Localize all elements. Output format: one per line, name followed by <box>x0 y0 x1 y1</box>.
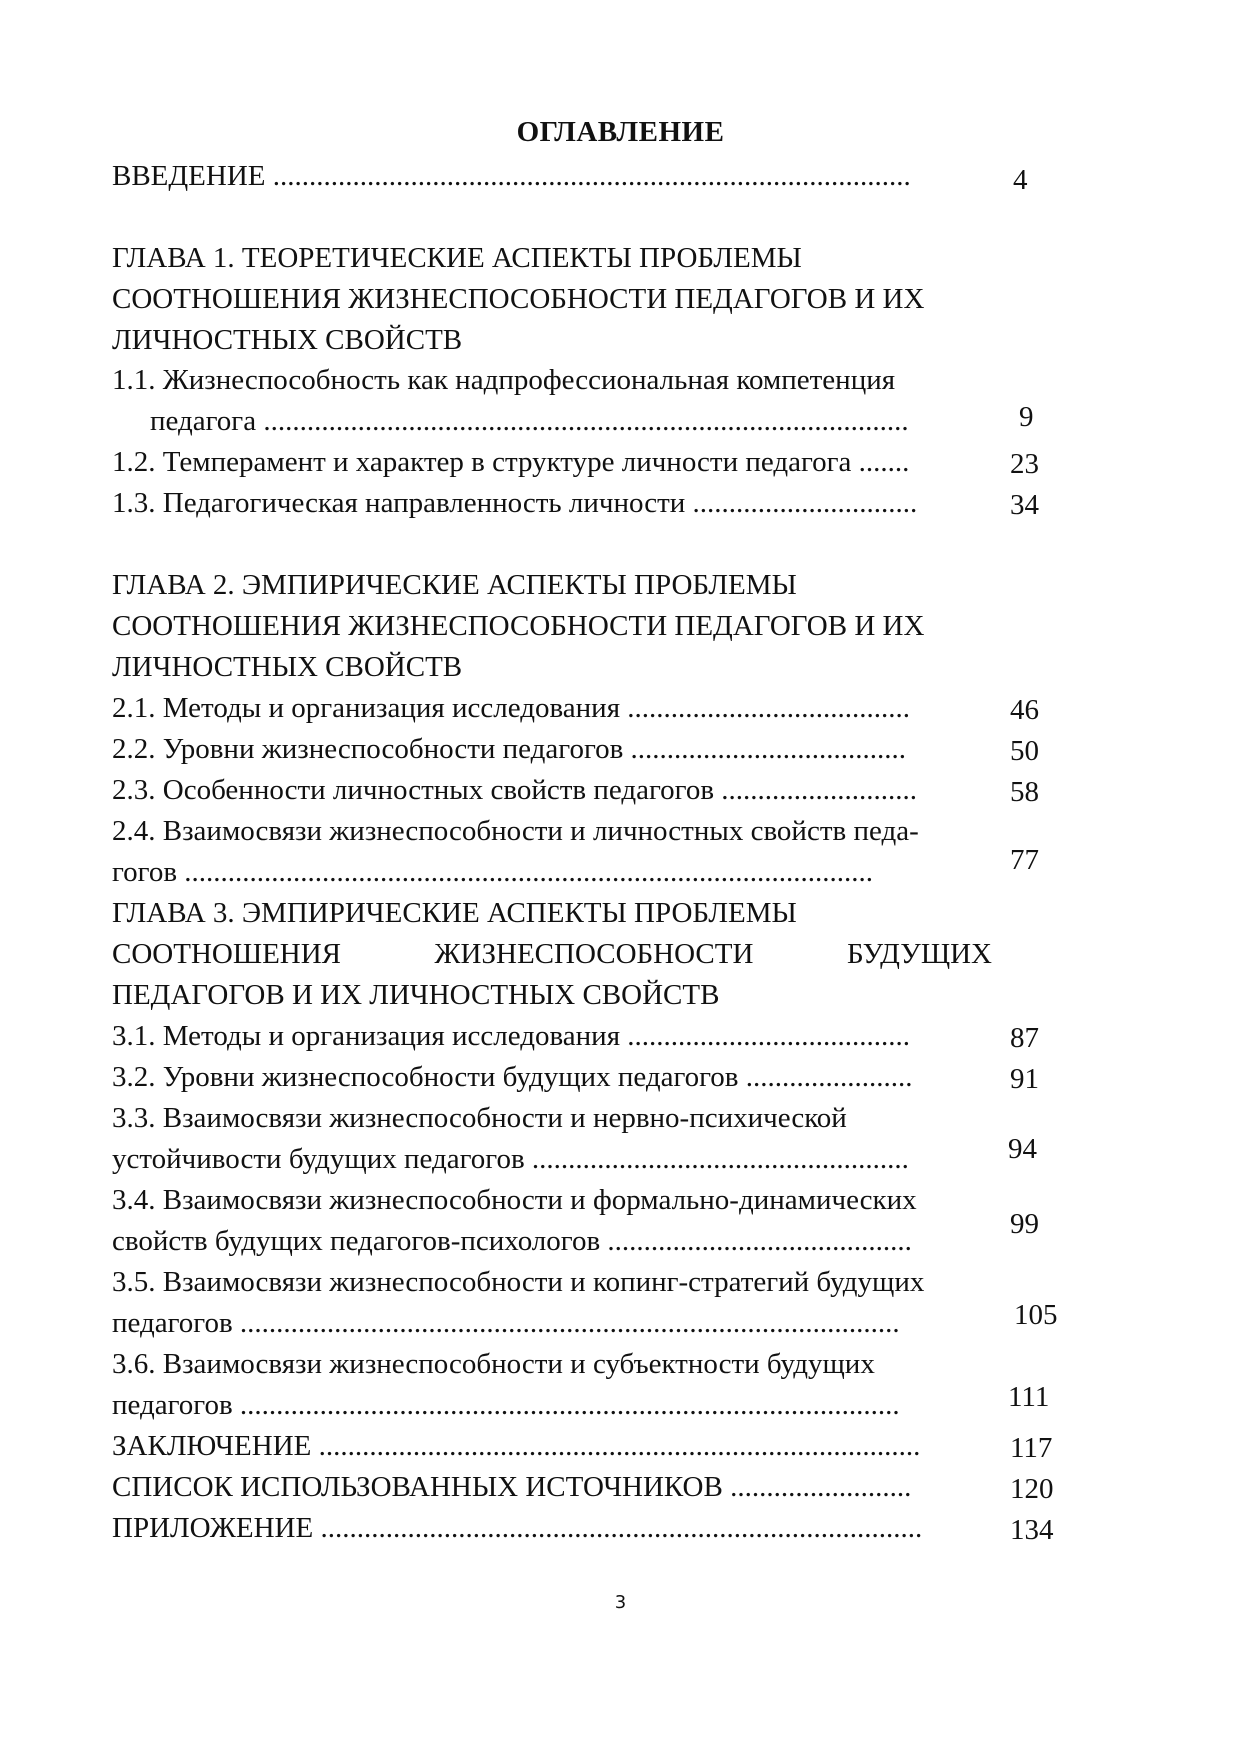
toc-entry-2-3: 2.3. Особенности личностных свойств педагогов ........................... <box>112 774 918 806</box>
toc-chapter-3-word-3: БУДУЩИХ <box>846 938 992 970</box>
toc-entry-3-2: 3.2. Уровни жизнеспособности будущих педагогов ....................... <box>112 1061 913 1093</box>
toc-chapter-3-line-1: ГЛАВА 3. ЭМПИРИЧЕСКИЕ АСПЕКТЫ ПРОБЛЕМЫ <box>112 897 797 929</box>
toc-page-intro: 4 <box>1013 164 1028 196</box>
toc-entry-2-1: 2.1. Методы и организация исследования ....................................... <box>112 692 911 724</box>
toc-page-3-1: 87 <box>1010 1022 1039 1054</box>
toc-entry-3-5-line-1: 3.5. Взаимосвязи жизнеспособности и копинг-стратегий будущих <box>112 1266 925 1298</box>
toc-chapter-3-line-2 <box>112 934 992 974</box>
toc-page-1-3: 34 <box>1010 489 1039 521</box>
toc-entry-1-2: 1.2. Темперамент и характер в структуре личности педагога ....... <box>112 446 910 478</box>
toc-page-1-1: 9 <box>1019 401 1034 433</box>
toc-entry-3-4-line-1: 3.4. Взаимосвязи жизнеспособности и формально-динамических <box>112 1184 917 1216</box>
toc-entry-appendix: ПРИЛОЖЕНИЕ ................................................................................... <box>112 1512 923 1544</box>
toc-entry-2-4-line-2: гогов ............................................................................................... <box>112 856 874 888</box>
toc-entry-3-5-line-2: педагогов ........................................................................................... <box>112 1307 900 1339</box>
toc-page-3-2: 91 <box>1010 1063 1039 1095</box>
toc-chapter-2-line-2: СООТНОШЕНИЯ ЖИЗНЕСПОСОБНОСТИ ПЕДАГОГОВ И ИХ <box>112 610 925 642</box>
toc-page-references: 120 <box>1010 1473 1054 1505</box>
toc-page-1-2: 23 <box>1010 448 1039 480</box>
toc-entry-3-4-line-2: свойств будущих педагогов-психологов .......................................... <box>112 1225 912 1257</box>
toc-entry-references: СПИСОК ИСПОЛЬЗОВАННЫХ ИСТОЧНИКОВ ......................... <box>112 1471 912 1503</box>
toc-page-conclusion: 117 <box>1010 1432 1053 1464</box>
toc-entry-2-2: 2.2. Уровни жизнеспособности педагогов ...................................... <box>112 733 907 765</box>
toc-page-3-5: 105 <box>1014 1299 1058 1331</box>
toc-page-3-6: 111 <box>1008 1381 1050 1413</box>
toc-entry-3-6-line-1: 3.6. Взаимосвязи жизнеспособности и субъектности будущих <box>112 1348 875 1380</box>
toc-page-2-1: 46 <box>1010 694 1039 726</box>
toc-page-3-4: 99 <box>1010 1208 1039 1240</box>
toc-page-2-4: 77 <box>1010 844 1039 876</box>
toc-chapter-3-word-2: ЖИЗНЕСПОСОБНОСТИ <box>434 938 754 970</box>
toc-title: ОГЛАВЛЕНИЕ <box>516 116 725 148</box>
toc-entry-intro: ВВЕДЕНИЕ ........................................................................................ <box>112 160 911 192</box>
toc-entry-1-1-line-2: педагога ......................................................................................... <box>150 405 909 437</box>
toc-chapter-1-line-2: СООТНОШЕНИЯ ЖИЗНЕСПОСОБНОСТИ ПЕДАГОГОВ И ИХ <box>112 283 925 315</box>
toc-entry-2-4-line-1: 2.4. Взаимосвязи жизнеспособности и личностных свойств педа- <box>112 815 919 847</box>
toc-entry-3-1: 3.1. Методы и организация исследования ....................................... <box>112 1020 911 1052</box>
toc-chapter-2-line-3: ЛИЧНОСТНЫХ СВОЙСТВ <box>112 651 463 683</box>
toc-chapter-3-line-3: ПЕДАГОГОВ И ИХ ЛИЧНОСТНЫХ СВОЙСТВ <box>112 979 720 1011</box>
toc-page-2-3: 58 <box>1010 776 1039 808</box>
toc-chapter-3-word-1: СООТНОШЕНИЯ <box>112 938 342 970</box>
toc-page-2-2: 50 <box>1010 735 1039 767</box>
toc-chapter-1-line-3: ЛИЧНОСТНЫХ СВОЙСТВ <box>112 324 463 356</box>
toc-entry-conclusion: ЗАКЛЮЧЕНИЕ ................................................................................... <box>112 1430 921 1462</box>
toc-entry-3-3-line-2: устойчивости будущих педагогов .................................................... <box>112 1143 909 1175</box>
toc-page-appendix: 134 <box>1010 1514 1054 1546</box>
toc-entry-3-3-line-1: 3.3. Взаимосвязи жизнеспособности и нервно-психической <box>112 1102 847 1134</box>
toc-page-3-3: 94 <box>1008 1133 1037 1165</box>
toc-chapter-2-line-1: ГЛАВА 2. ЭМПИРИЧЕСКИЕ АСПЕКТЫ ПРОБЛЕМЫ <box>112 569 797 601</box>
page-number: 3 <box>614 1592 627 1613</box>
toc-entry-1-1-line-1: 1.1. Жизнеспособность как надпрофессиональная компетенция <box>112 364 896 396</box>
toc-entry-3-6-line-2: педагогов ........................................................................................... <box>112 1389 900 1421</box>
toc-chapter-1-line-1: ГЛАВА 1. ТЕОРЕТИЧЕСКИЕ АСПЕКТЫ ПРОБЛЕМЫ <box>112 242 802 274</box>
toc-entry-1-3: 1.3. Педагогическая направленность личности ............................... <box>112 487 918 519</box>
